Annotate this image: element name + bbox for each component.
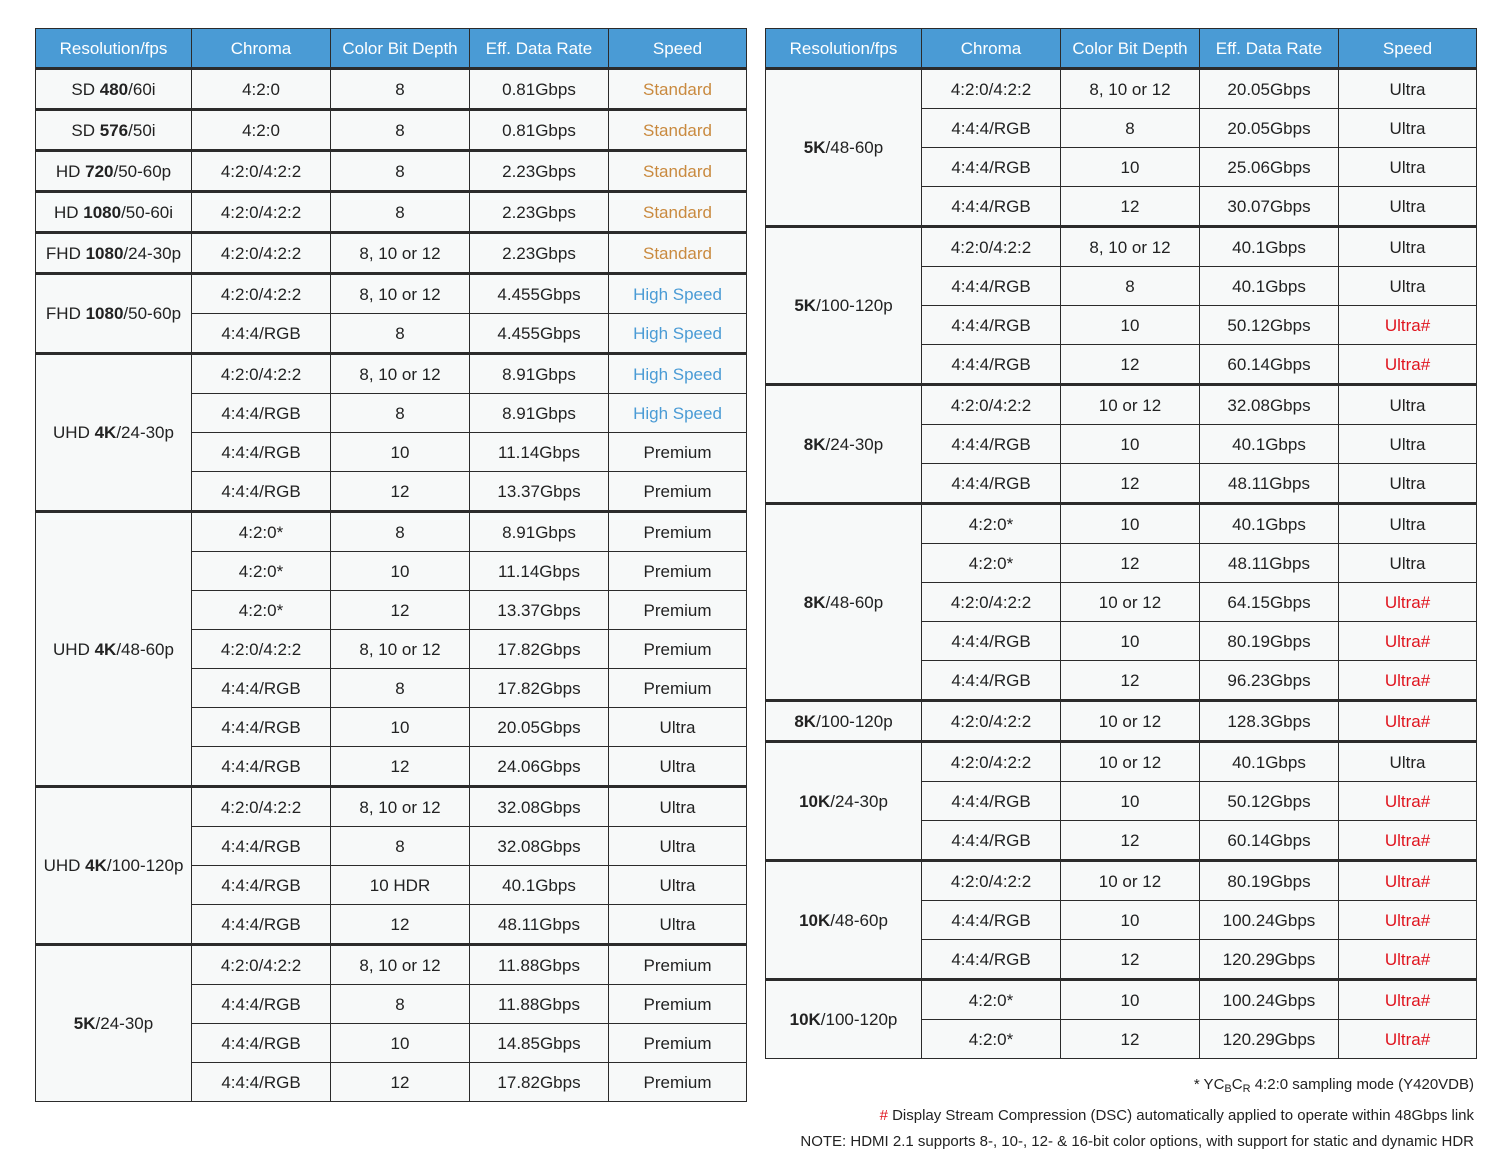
chroma-cell: 4:4:4/RGB [192,394,331,433]
footnotes [714,1072,1474,1156]
chroma-cell: 4:2:0/4:2:2 [922,861,1061,901]
bit-depth-cell: 10 or 12 [1061,701,1200,742]
bit-depth-cell: 10 or 12 [1061,385,1200,425]
bit-depth-cell: 10 [1061,306,1200,345]
speed-cell: High Speed [609,314,747,354]
resolution-cell: 5K/100-120p [766,227,922,385]
resolution-cell: 10K/24-30p [766,742,922,861]
bit-depth-cell: 8, 10 or 12 [331,233,470,274]
chroma-cell: 4:2:0/4:2:2 [922,69,1061,109]
chroma-cell: 4:4:4/RGB [192,433,331,472]
data-rate-cell: 40.1Gbps [1200,742,1339,782]
speed-cell: Ultra# [1339,980,1477,1020]
bit-depth-cell: 8 [331,827,470,866]
speed-cell: Premium [609,591,747,630]
data-rate-cell: 13.37Gbps [470,472,609,512]
speed-cell: Ultra [1339,742,1477,782]
table-row [766,980,1477,1020]
table-row [766,861,1477,901]
bit-depth-cell: 10 [331,708,470,747]
bit-depth-cell: 8, 10 or 12 [1061,69,1200,109]
chroma-cell: 4:4:4/RGB [922,187,1061,227]
table-row [36,110,747,151]
data-rate-cell: 40.1Gbps [1200,425,1339,464]
data-rate-cell: 20.05Gbps [1200,69,1339,109]
chroma-cell: 4:2:0/4:2:2 [192,151,331,192]
speed-cell: Standard [609,151,747,192]
speed-cell: Ultra [1339,148,1477,187]
data-rate-cell: 128.3Gbps [1200,701,1339,742]
footnote-hdmi: NOTE: HDMI 2.1 supports 8-, 10-, 12- & 16-bit color options, with support for static and dynamic HDR [800,1133,1474,1150]
bit-depth-cell: 12 [1061,345,1200,385]
speed-cell: High Speed [609,394,747,433]
chroma-cell: 4:4:4/RGB [192,472,331,512]
data-rate-cell: 48.11Gbps [1200,464,1339,504]
chroma-cell: 4:2:0/4:2:2 [192,192,331,233]
table-row [36,354,747,394]
data-rate-cell: 40.1Gbps [1200,504,1339,544]
speed-cell: Ultra [1339,425,1477,464]
bit-depth-cell: 12 [1061,544,1200,583]
bit-depth-cell: 10 or 12 [1061,583,1200,622]
chroma-cell: 4:4:4/RGB [192,985,331,1024]
data-rate-cell: 48.11Gbps [1200,544,1339,583]
resolution-group [36,151,747,192]
bit-depth-cell: 12 [331,1063,470,1102]
resolution-cell: 10K/100-120p [766,980,922,1059]
speed-cell: Ultra# [1339,701,1477,742]
speed-cell: Ultra# [1339,940,1477,980]
data-rate-cell: 4.455Gbps [470,314,609,354]
data-rate-cell: 100.24Gbps [1200,980,1339,1020]
speed-cell: Premium [609,433,747,472]
header-chroma: Chroma [922,29,1061,69]
table-row [36,192,747,233]
speed-cell: Ultra [609,827,747,866]
speed-cell: Ultra [1339,464,1477,504]
data-rate-cell: 40.1Gbps [470,866,609,905]
chroma-cell: 4:2:0/4:2:2 [192,630,331,669]
bit-depth-cell: 8 [331,985,470,1024]
data-rate-cell: 25.06Gbps [1200,148,1339,187]
resolution-cell: 5K/48-60p [766,69,922,227]
table-row [36,151,747,192]
chroma-cell: 4:4:4/RGB [922,109,1061,148]
bit-depth-cell: 12 [331,591,470,630]
resolution-cell: UHD 4K/100-120p [36,787,192,945]
header-data-rate: Eff. Data Rate [470,29,609,69]
speed-cell: Standard [609,110,747,151]
speed-cell: Premium [609,472,747,512]
chroma-cell: 4:2:0/4:2:2 [192,787,331,827]
data-rate-cell: 0.81Gbps [470,110,609,151]
data-rate-cell: 80.19Gbps [1200,861,1339,901]
data-rate-cell: 120.29Gbps [1200,940,1339,980]
chroma-cell: 4:4:4/RGB [922,622,1061,661]
data-rate-cell: 32.08Gbps [470,787,609,827]
resolution-cell: HD 1080/50-60i [36,192,192,233]
bit-depth-cell: 10 [331,1024,470,1063]
bit-depth-cell: 8, 10 or 12 [331,630,470,669]
data-rate-cell: 0.81Gbps [470,69,609,110]
chroma-cell: 4:4:4/RGB [192,669,331,708]
chroma-cell: 4:4:4/RGB [922,464,1061,504]
bit-depth-cell: 10 [1061,148,1200,187]
speed-cell: Ultra# [1339,861,1477,901]
data-rate-cell: 32.08Gbps [1200,385,1339,425]
resolution-cell: SD 576/50i [36,110,192,151]
chroma-cell: 4:4:4/RGB [922,267,1061,306]
data-rate-cell: 2.23Gbps [470,233,609,274]
resolution-group [36,192,747,233]
table-row [36,274,747,314]
resolution-group [36,110,747,151]
data-rate-cell: 8.91Gbps [470,512,609,552]
table-row [766,69,1477,109]
bit-depth-cell: 8 [331,110,470,151]
resolution-group [36,787,747,945]
data-rate-cell: 8.91Gbps [470,394,609,433]
bit-depth-cell: 10 [1061,980,1200,1020]
chroma-cell: 4:2:0* [922,1020,1061,1059]
speed-cell: Ultra# [1339,661,1477,701]
chroma-cell: 4:4:4/RGB [192,1024,331,1063]
chroma-cell: 4:4:4/RGB [922,821,1061,861]
resolution-cell: UHD 4K/48-60p [36,512,192,787]
bit-depth-cell: 8 [331,669,470,708]
bit-depth-cell: 8 [331,512,470,552]
speed-cell: Ultra# [1339,901,1477,940]
resolution-cell: HD 720/50-60p [36,151,192,192]
data-rate-cell: 11.88Gbps [470,985,609,1024]
data-rate-cell: 64.15Gbps [1200,583,1339,622]
bit-depth-cell: 8, 10 or 12 [1061,227,1200,267]
header-chroma: Chroma [192,29,331,69]
bit-depth-cell: 8, 10 or 12 [331,945,470,985]
resolution-group [766,742,1477,861]
table-row [36,69,747,110]
bit-depth-cell: 8, 10 or 12 [331,354,470,394]
table-row [766,504,1477,544]
table-row [36,787,747,827]
bit-depth-cell: 8 [1061,267,1200,306]
resolution-group [36,69,747,110]
chroma-cell: 4:2:0* [922,544,1061,583]
resolution-cell: 8K/100-120p [766,701,922,742]
bit-depth-cell: 12 [1061,187,1200,227]
data-rate-cell: 40.1Gbps [1200,227,1339,267]
bit-depth-cell: 8 [331,314,470,354]
speed-cell: Ultra# [1339,782,1477,821]
header-speed: Speed [609,29,747,69]
chroma-cell: 4:4:4/RGB [922,940,1061,980]
data-rate-cell: 17.82Gbps [470,630,609,669]
resolution-cell: 10K/48-60p [766,861,922,980]
speed-cell: Premium [609,669,747,708]
data-rate-cell: 96.23Gbps [1200,661,1339,701]
chroma-cell: 4:2:0* [192,591,331,630]
chroma-cell: 4:4:4/RGB [192,905,331,945]
right-spec-table [765,28,1477,1059]
header-bit-depth: Color Bit Depth [1061,29,1200,69]
resolution-group [766,980,1477,1059]
resolution-group [766,701,1477,742]
chroma-cell: 4:4:4/RGB [192,708,331,747]
speed-cell: Ultra [1339,385,1477,425]
chroma-cell: 4:4:4/RGB [922,306,1061,345]
bit-depth-cell: 12 [331,905,470,945]
chroma-cell: 4:4:4/RGB [922,661,1061,701]
data-rate-cell: 60.14Gbps [1200,821,1339,861]
speed-cell: Ultra [609,747,747,787]
right-table-header [766,29,1477,69]
chroma-cell: 4:2:0 [192,69,331,110]
header-resolution: Resolution/fps [766,29,922,69]
data-rate-cell: 30.07Gbps [1200,187,1339,227]
resolution-group [766,69,1477,227]
speed-cell: Ultra [1339,544,1477,583]
header-speed: Speed [1339,29,1477,69]
resolution-group [36,233,747,274]
data-rate-cell: 32.08Gbps [470,827,609,866]
speed-cell: Standard [609,233,747,274]
chroma-cell: 4:2:0/4:2:2 [192,274,331,314]
speed-cell: Premium [609,985,747,1024]
data-rate-cell: 17.82Gbps [470,1063,609,1102]
bit-depth-cell: 10 [1061,425,1200,464]
speed-cell: Ultra [609,708,747,747]
speed-cell: Ultra# [1339,345,1477,385]
resolution-group [36,512,747,787]
speed-cell: Standard [609,192,747,233]
speed-cell: Premium [609,552,747,591]
bit-depth-cell: 10 [331,433,470,472]
chroma-cell: 4:4:4/RGB [922,782,1061,821]
speed-cell: High Speed [609,274,747,314]
resolution-cell: FHD 1080/50-60p [36,274,192,354]
data-rate-cell: 48.11Gbps [470,905,609,945]
chroma-cell: 4:2:0 [192,110,331,151]
table-row [36,512,747,552]
resolution-group [766,504,1477,701]
chroma-cell: 4:4:4/RGB [922,425,1061,464]
table-row [766,385,1477,425]
chroma-cell: 4:2:0/4:2:2 [922,583,1061,622]
chroma-cell: 4:4:4/RGB [922,148,1061,187]
data-rate-cell: 120.29Gbps [1200,1020,1339,1059]
data-rate-cell: 2.23Gbps [470,192,609,233]
bit-depth-cell: 12 [1061,821,1200,861]
bit-depth-cell: 12 [331,747,470,787]
resolution-cell: FHD 1080/24-30p [36,233,192,274]
bit-depth-cell: 10 or 12 [1061,742,1200,782]
chroma-cell: 4:2:0* [922,504,1061,544]
bit-depth-cell: 12 [1061,1020,1200,1059]
speed-cell: Ultra [609,866,747,905]
chroma-cell: 4:4:4/RGB [192,1063,331,1102]
table-row [766,742,1477,782]
chroma-cell: 4:2:0* [922,980,1061,1020]
speed-cell: Ultra [609,905,747,945]
data-rate-cell: 80.19Gbps [1200,622,1339,661]
data-rate-cell: 14.85Gbps [470,1024,609,1063]
speed-cell: Premium [609,1063,747,1102]
chroma-cell: 4:2:0/4:2:2 [922,385,1061,425]
data-rate-cell: 17.82Gbps [470,669,609,708]
chroma-cell: 4:4:4/RGB [922,345,1061,385]
speed-cell: High Speed [609,354,747,394]
left-spec-table [35,28,747,1102]
table-row [766,701,1477,742]
data-rate-cell: 2.23Gbps [470,151,609,192]
speed-cell: Premium [609,1024,747,1063]
bit-depth-cell: 8, 10 or 12 [331,787,470,827]
bit-depth-cell: 10 [1061,901,1200,940]
speed-cell: Premium [609,945,747,985]
speed-cell: Premium [609,512,747,552]
footnote-dsc: # Display Stream Compression (DSC) automatically applied to operate within 48Gbps link [879,1106,1474,1124]
data-rate-cell: 40.1Gbps [1200,267,1339,306]
chroma-cell: 4:4:4/RGB [922,901,1061,940]
bit-depth-cell: 12 [331,472,470,512]
data-rate-cell: 100.24Gbps [1200,901,1339,940]
speed-cell: Ultra [1339,187,1477,227]
chroma-cell: 4:4:4/RGB [192,827,331,866]
header-data-rate: Eff. Data Rate [1200,29,1339,69]
bit-depth-cell: 10 [1061,622,1200,661]
speed-cell: Ultra# [1339,306,1477,345]
bit-depth-cell: 12 [1061,464,1200,504]
bit-depth-cell: 8 [1061,109,1200,148]
bit-depth-cell: 12 [1061,661,1200,701]
header-resolution: Resolution/fps [36,29,192,69]
table-row [36,945,747,985]
bit-depth-cell: 10 or 12 [1061,861,1200,901]
chroma-cell: 4:2:0* [192,512,331,552]
bit-depth-cell: 8, 10 or 12 [331,274,470,314]
data-rate-cell: 50.12Gbps [1200,306,1339,345]
speed-cell: Ultra [1339,504,1477,544]
speed-cell: Ultra [1339,267,1477,306]
bit-depth-cell: 8 [331,151,470,192]
chroma-cell: 4:4:4/RGB [192,747,331,787]
table-row [766,227,1477,267]
chroma-cell: 4:2:0/4:2:2 [922,742,1061,782]
chroma-cell: 4:4:4/RGB [192,866,331,905]
table-row [36,233,747,274]
bit-depth-cell: 8 [331,394,470,433]
speed-cell: Premium [609,630,747,669]
speed-cell: Ultra# [1339,821,1477,861]
chroma-cell: 4:2:0/4:2:2 [192,945,331,985]
resolution-group [766,227,1477,385]
speed-cell: Ultra# [1339,1020,1477,1059]
resolution-group [36,945,747,1102]
resolution-group [36,274,747,354]
speed-cell: Ultra [1339,109,1477,148]
bit-depth-cell: 10 HDR [331,866,470,905]
speed-cell: Standard [609,69,747,110]
data-rate-cell: 50.12Gbps [1200,782,1339,821]
data-rate-cell: 11.88Gbps [470,945,609,985]
resolution-group [766,861,1477,980]
bit-depth-cell: 8 [331,192,470,233]
speed-cell: Ultra# [1339,622,1477,661]
chroma-cell: 4:4:4/RGB [192,314,331,354]
speed-cell: Ultra# [1339,583,1477,622]
resolution-group [36,354,747,512]
resolution-cell: SD 480/60i [36,69,192,110]
data-rate-cell: 13.37Gbps [470,591,609,630]
chroma-cell: 4:2:0* [192,552,331,591]
bit-depth-cell: 10 [1061,782,1200,821]
resolution-cell: UHD 4K/24-30p [36,354,192,512]
data-rate-cell: 20.05Gbps [1200,109,1339,148]
speed-cell: Ultra [609,787,747,827]
data-rate-cell: 24.06Gbps [470,747,609,787]
bit-depth-cell: 8 [331,69,470,110]
data-rate-cell: 11.14Gbps [470,552,609,591]
data-rate-cell: 20.05Gbps [470,708,609,747]
chroma-cell: 4:2:0/4:2:2 [192,233,331,274]
resolution-cell: 8K/48-60p [766,504,922,701]
bit-depth-cell: 10 [1061,504,1200,544]
chroma-cell: 4:2:0/4:2:2 [192,354,331,394]
chroma-cell: 4:2:0/4:2:2 [922,701,1061,742]
chroma-cell: 4:2:0/4:2:2 [922,227,1061,267]
header-bit-depth: Color Bit Depth [331,29,470,69]
resolution-cell: 5K/24-30p [36,945,192,1102]
bit-depth-cell: 10 [331,552,470,591]
footnote-y420: * $YC_BC_R$ 4:2:0 sampling mode (Y420VDB) [1193,1076,1474,1095]
data-rate-cell: 11.14Gbps [470,433,609,472]
data-rate-cell: 8.91Gbps [470,354,609,394]
speed-cell: Ultra [1339,227,1477,267]
resolution-cell: 8K/24-30p [766,385,922,504]
resolution-group [766,385,1477,504]
speed-cell: Ultra [1339,69,1477,109]
bit-depth-cell: 12 [1061,940,1200,980]
left-table-header [36,29,747,69]
data-rate-cell: 4.455Gbps [470,274,609,314]
data-rate-cell: 60.14Gbps [1200,345,1339,385]
